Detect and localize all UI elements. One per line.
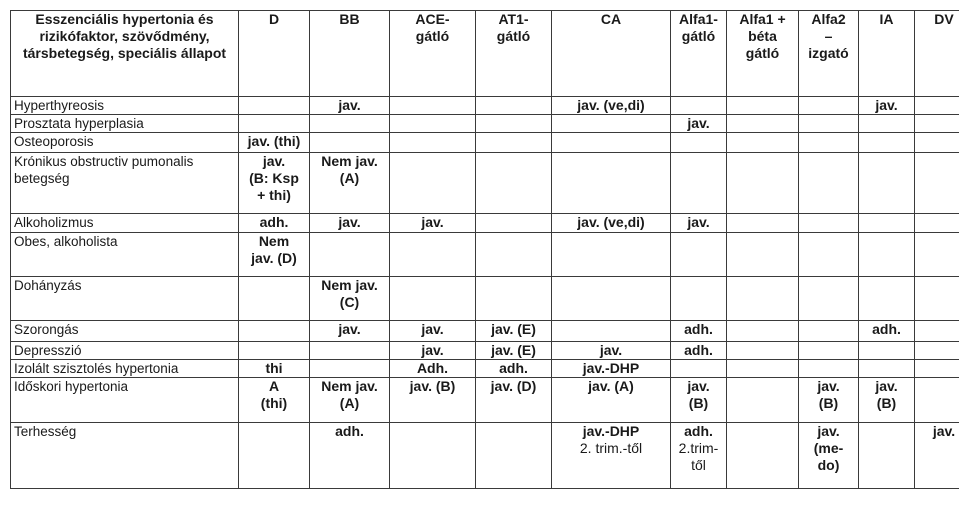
table-cell-ia bbox=[859, 97, 915, 115]
table-cell-ace-gatlo bbox=[390, 214, 476, 233]
table-cell-alfa2-izgato bbox=[799, 423, 859, 489]
table-cell-bb bbox=[310, 360, 390, 378]
table-cell-at1-gatlo bbox=[476, 342, 552, 360]
table-cell-ia bbox=[859, 321, 915, 342]
table-cell-alfa2-izgato bbox=[799, 277, 859, 321]
table-cell-alfa2-izgato bbox=[799, 321, 859, 342]
table-cell-at1-gatlo bbox=[476, 321, 552, 342]
table-cell-alfa1-beta-gatlo bbox=[727, 360, 799, 378]
cell-value: adh. bbox=[259, 214, 289, 230]
table-cell-alfa2-izgato bbox=[799, 233, 859, 277]
table-cell-ace-gatlo bbox=[390, 133, 476, 153]
table-cell-at1-gatlo bbox=[476, 115, 552, 133]
table-cell-ia bbox=[859, 133, 915, 153]
cell-value: jav. (B) bbox=[687, 378, 710, 411]
table-cell-at1-gatlo bbox=[476, 277, 552, 321]
table-cell-d bbox=[239, 153, 310, 214]
table-cell-dv bbox=[915, 321, 959, 342]
table-cell-alfa1-gatlo bbox=[671, 214, 727, 233]
table-cell-dv bbox=[915, 133, 959, 153]
table-cell-ia bbox=[859, 277, 915, 321]
cell-value: Nem jav. (C) bbox=[321, 277, 378, 310]
table-cell-bb bbox=[310, 277, 390, 321]
cell-value: jav. (E) bbox=[491, 321, 536, 337]
table-cell-ca bbox=[552, 214, 671, 233]
table-cell-ca bbox=[552, 233, 671, 277]
table-cell-alfa1-gatlo bbox=[671, 321, 727, 342]
table-cell-ia bbox=[859, 423, 915, 489]
cell-value: jav. (thi) bbox=[247, 133, 301, 149]
table-cell-alfa2-izgato bbox=[799, 360, 859, 378]
table-cell-ace-gatlo bbox=[390, 153, 476, 214]
table-cell-d bbox=[239, 214, 310, 233]
cell-value: jav. (ve,di) bbox=[577, 214, 645, 230]
cell-value: Nem jav. (D) bbox=[251, 233, 297, 266]
table-row bbox=[11, 360, 959, 378]
cell-value: jav.-DHP bbox=[582, 423, 640, 439]
row-label: Terhesség bbox=[11, 423, 239, 489]
cell-value: jav. bbox=[421, 214, 444, 230]
table-cell-ca bbox=[552, 277, 671, 321]
table-cell-d bbox=[239, 133, 310, 153]
table-cell-d bbox=[239, 233, 310, 277]
table-cell-ace-gatlo bbox=[390, 277, 476, 321]
cell-value: jav. (B: Ksp + thi) bbox=[249, 153, 299, 203]
table-cell-alfa1-gatlo bbox=[671, 115, 727, 133]
cell-value: jav. bbox=[338, 321, 361, 337]
table-cell-ace-gatlo bbox=[390, 378, 476, 423]
column-header-dv: DV bbox=[915, 11, 959, 97]
table-cell-alfa1-beta-gatlo bbox=[727, 133, 799, 153]
table-cell-alfa1-gatlo bbox=[671, 277, 727, 321]
cell-note: 2. trim.-től bbox=[579, 440, 643, 456]
cell-value: Nem jav. (A) bbox=[321, 153, 378, 186]
table-cell-bb bbox=[310, 233, 390, 277]
row-label: Krónikus obstructiv pumonalis betegség bbox=[11, 153, 239, 214]
table-cell-alfa1-beta-gatlo bbox=[727, 277, 799, 321]
table-cell-d bbox=[239, 277, 310, 321]
table-cell-dv bbox=[915, 153, 959, 214]
column-header-ace-gatlo: ACE- gátló bbox=[390, 11, 476, 97]
table-row bbox=[11, 423, 959, 489]
column-header-alfa2-izgato: Alfa2 – izgató bbox=[799, 11, 859, 97]
table-cell-alfa1-beta-gatlo bbox=[727, 153, 799, 214]
cell-value: Adh. bbox=[416, 360, 449, 376]
column-header-bb: BB bbox=[310, 11, 390, 97]
hypertonia-table bbox=[10, 10, 959, 489]
cell-value: jav. (B) bbox=[817, 378, 840, 411]
cell-value: adh. bbox=[872, 321, 901, 337]
table-cell-alfa2-izgato bbox=[799, 153, 859, 214]
cell-value: jav. (D) bbox=[490, 378, 537, 394]
table-cell-bb bbox=[310, 214, 390, 233]
table-cell-dv bbox=[915, 360, 959, 378]
column-header-condition: Esszenciális hypertonia és rizikófaktor, szövődmény, társbetegség, speciális állapot bbox=[11, 11, 239, 97]
row-label: Osteoporosis bbox=[11, 133, 239, 153]
row-label: Prosztata hyperplasia bbox=[11, 115, 239, 133]
table-cell-alfa1-beta-gatlo bbox=[727, 233, 799, 277]
cell-value: jav. bbox=[932, 423, 956, 439]
column-header-ca: CA bbox=[552, 11, 671, 97]
table-cell-alfa1-beta-gatlo bbox=[727, 423, 799, 489]
cell-value: Nem jav. (A) bbox=[321, 378, 378, 411]
cell-value: jav. (A) bbox=[588, 378, 634, 394]
table-cell-ca bbox=[552, 321, 671, 342]
table-cell-ca bbox=[552, 97, 671, 115]
cell-value: jav. (B) bbox=[875, 378, 898, 411]
table-row bbox=[11, 277, 959, 321]
column-header-at1-gatlo: AT1- gátló bbox=[476, 11, 552, 97]
table-cell-at1-gatlo bbox=[476, 153, 552, 214]
table-cell-dv bbox=[915, 214, 959, 233]
table-cell-at1-gatlo bbox=[476, 133, 552, 153]
table-cell-alfa1-gatlo bbox=[671, 423, 727, 489]
cell-value: jav. (E) bbox=[491, 342, 536, 358]
table-cell-dv bbox=[915, 115, 959, 133]
cell-value: jav. (me- do) bbox=[813, 423, 844, 473]
table-cell-bb bbox=[310, 378, 390, 423]
table-cell-alfa1-gatlo bbox=[671, 97, 727, 115]
table-cell-ace-gatlo bbox=[390, 321, 476, 342]
table-cell-alfa2-izgato bbox=[799, 378, 859, 423]
cell-value: jav. bbox=[599, 342, 623, 358]
table-cell-alfa2-izgato bbox=[799, 214, 859, 233]
table-cell-dv bbox=[915, 378, 959, 423]
table-cell-alfa2-izgato bbox=[799, 133, 859, 153]
cell-value: jav. (ve,di) bbox=[577, 97, 645, 113]
column-header-alfa1-gatlo: Alfa1- gátló bbox=[671, 11, 727, 97]
table-row bbox=[11, 214, 959, 233]
cell-value: adh. bbox=[684, 342, 713, 358]
row-label: Időskori hypertonia bbox=[11, 378, 239, 423]
table-cell-at1-gatlo bbox=[476, 423, 552, 489]
table-header-row bbox=[11, 11, 959, 97]
cell-value: adh. bbox=[499, 360, 528, 376]
table-row bbox=[11, 153, 959, 214]
table-cell-alfa1-beta-gatlo bbox=[727, 342, 799, 360]
table-cell-dv bbox=[915, 277, 959, 321]
table-cell-ia bbox=[859, 214, 915, 233]
table-cell-d bbox=[239, 115, 310, 133]
row-label: Dohányzás bbox=[11, 277, 239, 321]
table-cell-alfa2-izgato bbox=[799, 97, 859, 115]
table-cell-dv bbox=[915, 423, 959, 489]
table-cell-ace-gatlo bbox=[390, 97, 476, 115]
table-cell-alfa1-gatlo bbox=[671, 133, 727, 153]
cell-value: jav. (B) bbox=[409, 378, 456, 394]
table-cell-d bbox=[239, 342, 310, 360]
table-cell-ca bbox=[552, 115, 671, 133]
table-cell-ace-gatlo bbox=[390, 423, 476, 489]
table-cell-at1-gatlo bbox=[476, 378, 552, 423]
cell-value: jav.-DHP bbox=[582, 360, 640, 376]
table-cell-ace-gatlo bbox=[390, 233, 476, 277]
table-cell-ia bbox=[859, 153, 915, 214]
table-cell-at1-gatlo bbox=[476, 214, 552, 233]
table-cell-alfa1-gatlo bbox=[671, 360, 727, 378]
table-cell-bb bbox=[310, 115, 390, 133]
table-row bbox=[11, 97, 959, 115]
table-cell-dv bbox=[915, 342, 959, 360]
cell-note: 2.trim- től bbox=[678, 440, 719, 473]
row-label: Obes, alkoholista bbox=[11, 233, 239, 277]
table-cell-alfa1-beta-gatlo bbox=[727, 97, 799, 115]
table-cell-alfa2-izgato bbox=[799, 342, 859, 360]
table-cell-dv bbox=[915, 97, 959, 115]
table-row bbox=[11, 233, 959, 277]
table-row bbox=[11, 321, 959, 342]
table-cell-bb bbox=[310, 153, 390, 214]
table-cell-ca bbox=[552, 360, 671, 378]
table-row bbox=[11, 133, 959, 153]
table-cell-ia bbox=[859, 360, 915, 378]
table-body bbox=[11, 97, 959, 489]
table-row bbox=[11, 342, 959, 360]
table-cell-d bbox=[239, 423, 310, 489]
table-cell-dv bbox=[915, 233, 959, 277]
cell-value: adh. bbox=[335, 423, 364, 439]
cell-value: jav. bbox=[338, 97, 361, 113]
table-cell-ace-gatlo bbox=[390, 115, 476, 133]
table-cell-d bbox=[239, 97, 310, 115]
cell-value: jav. bbox=[875, 97, 898, 113]
row-label: Hyperthyreosis bbox=[11, 97, 239, 115]
table-cell-alfa1-gatlo bbox=[671, 233, 727, 277]
table-cell-alfa1-gatlo bbox=[671, 342, 727, 360]
table-cell-bb bbox=[310, 133, 390, 153]
table-row bbox=[11, 115, 959, 133]
table-cell-ia bbox=[859, 233, 915, 277]
table-cell-ia bbox=[859, 342, 915, 360]
table-cell-alfa1-gatlo bbox=[671, 378, 727, 423]
column-header-alfa1-beta-gatlo: Alfa1 + béta gátló bbox=[727, 11, 799, 97]
table-cell-bb bbox=[310, 97, 390, 115]
table-cell-ace-gatlo bbox=[390, 342, 476, 360]
table-cell-alfa2-izgato bbox=[799, 115, 859, 133]
table-cell-bb bbox=[310, 342, 390, 360]
table-cell-d bbox=[239, 360, 310, 378]
cell-value: jav. bbox=[687, 115, 710, 131]
table-cell-at1-gatlo bbox=[476, 233, 552, 277]
row-label: Izolált szisztolés hypertonia bbox=[11, 360, 239, 378]
cell-value: adh. bbox=[684, 423, 713, 439]
table-cell-ca bbox=[552, 378, 671, 423]
column-header-ia: IA bbox=[859, 11, 915, 97]
table-cell-alfa1-beta-gatlo bbox=[727, 115, 799, 133]
table-cell-at1-gatlo bbox=[476, 97, 552, 115]
table-cell-alfa1-beta-gatlo bbox=[727, 321, 799, 342]
cell-value: jav. bbox=[421, 342, 444, 358]
table-cell-bb bbox=[310, 423, 390, 489]
row-label: Szorongás bbox=[11, 321, 239, 342]
table-cell-d bbox=[239, 378, 310, 423]
cell-value: jav. bbox=[687, 214, 710, 230]
table-cell-alfa1-beta-gatlo bbox=[727, 378, 799, 423]
cell-value: jav. bbox=[421, 321, 444, 337]
table-cell-alfa1-gatlo bbox=[671, 153, 727, 214]
table-cell-ca bbox=[552, 423, 671, 489]
table-cell-ace-gatlo bbox=[390, 360, 476, 378]
row-label: Depresszió bbox=[11, 342, 239, 360]
cell-value: thi bbox=[265, 360, 283, 376]
table-cell-d bbox=[239, 321, 310, 342]
table-cell-ca bbox=[552, 133, 671, 153]
cell-value: A (thi) bbox=[260, 378, 288, 411]
table-cell-bb bbox=[310, 321, 390, 342]
column-header-d: D bbox=[239, 11, 310, 97]
row-label: Alkoholizmus bbox=[11, 214, 239, 233]
table-row bbox=[11, 378, 959, 423]
cell-value: jav. bbox=[338, 214, 361, 230]
table-cell-at1-gatlo bbox=[476, 360, 552, 378]
table-cell-ia bbox=[859, 378, 915, 423]
cell-value: adh. bbox=[684, 321, 713, 337]
table-cell-ca bbox=[552, 342, 671, 360]
table-cell-alfa1-beta-gatlo bbox=[727, 214, 799, 233]
table-cell-ca bbox=[552, 153, 671, 214]
table-cell-ia bbox=[859, 115, 915, 133]
